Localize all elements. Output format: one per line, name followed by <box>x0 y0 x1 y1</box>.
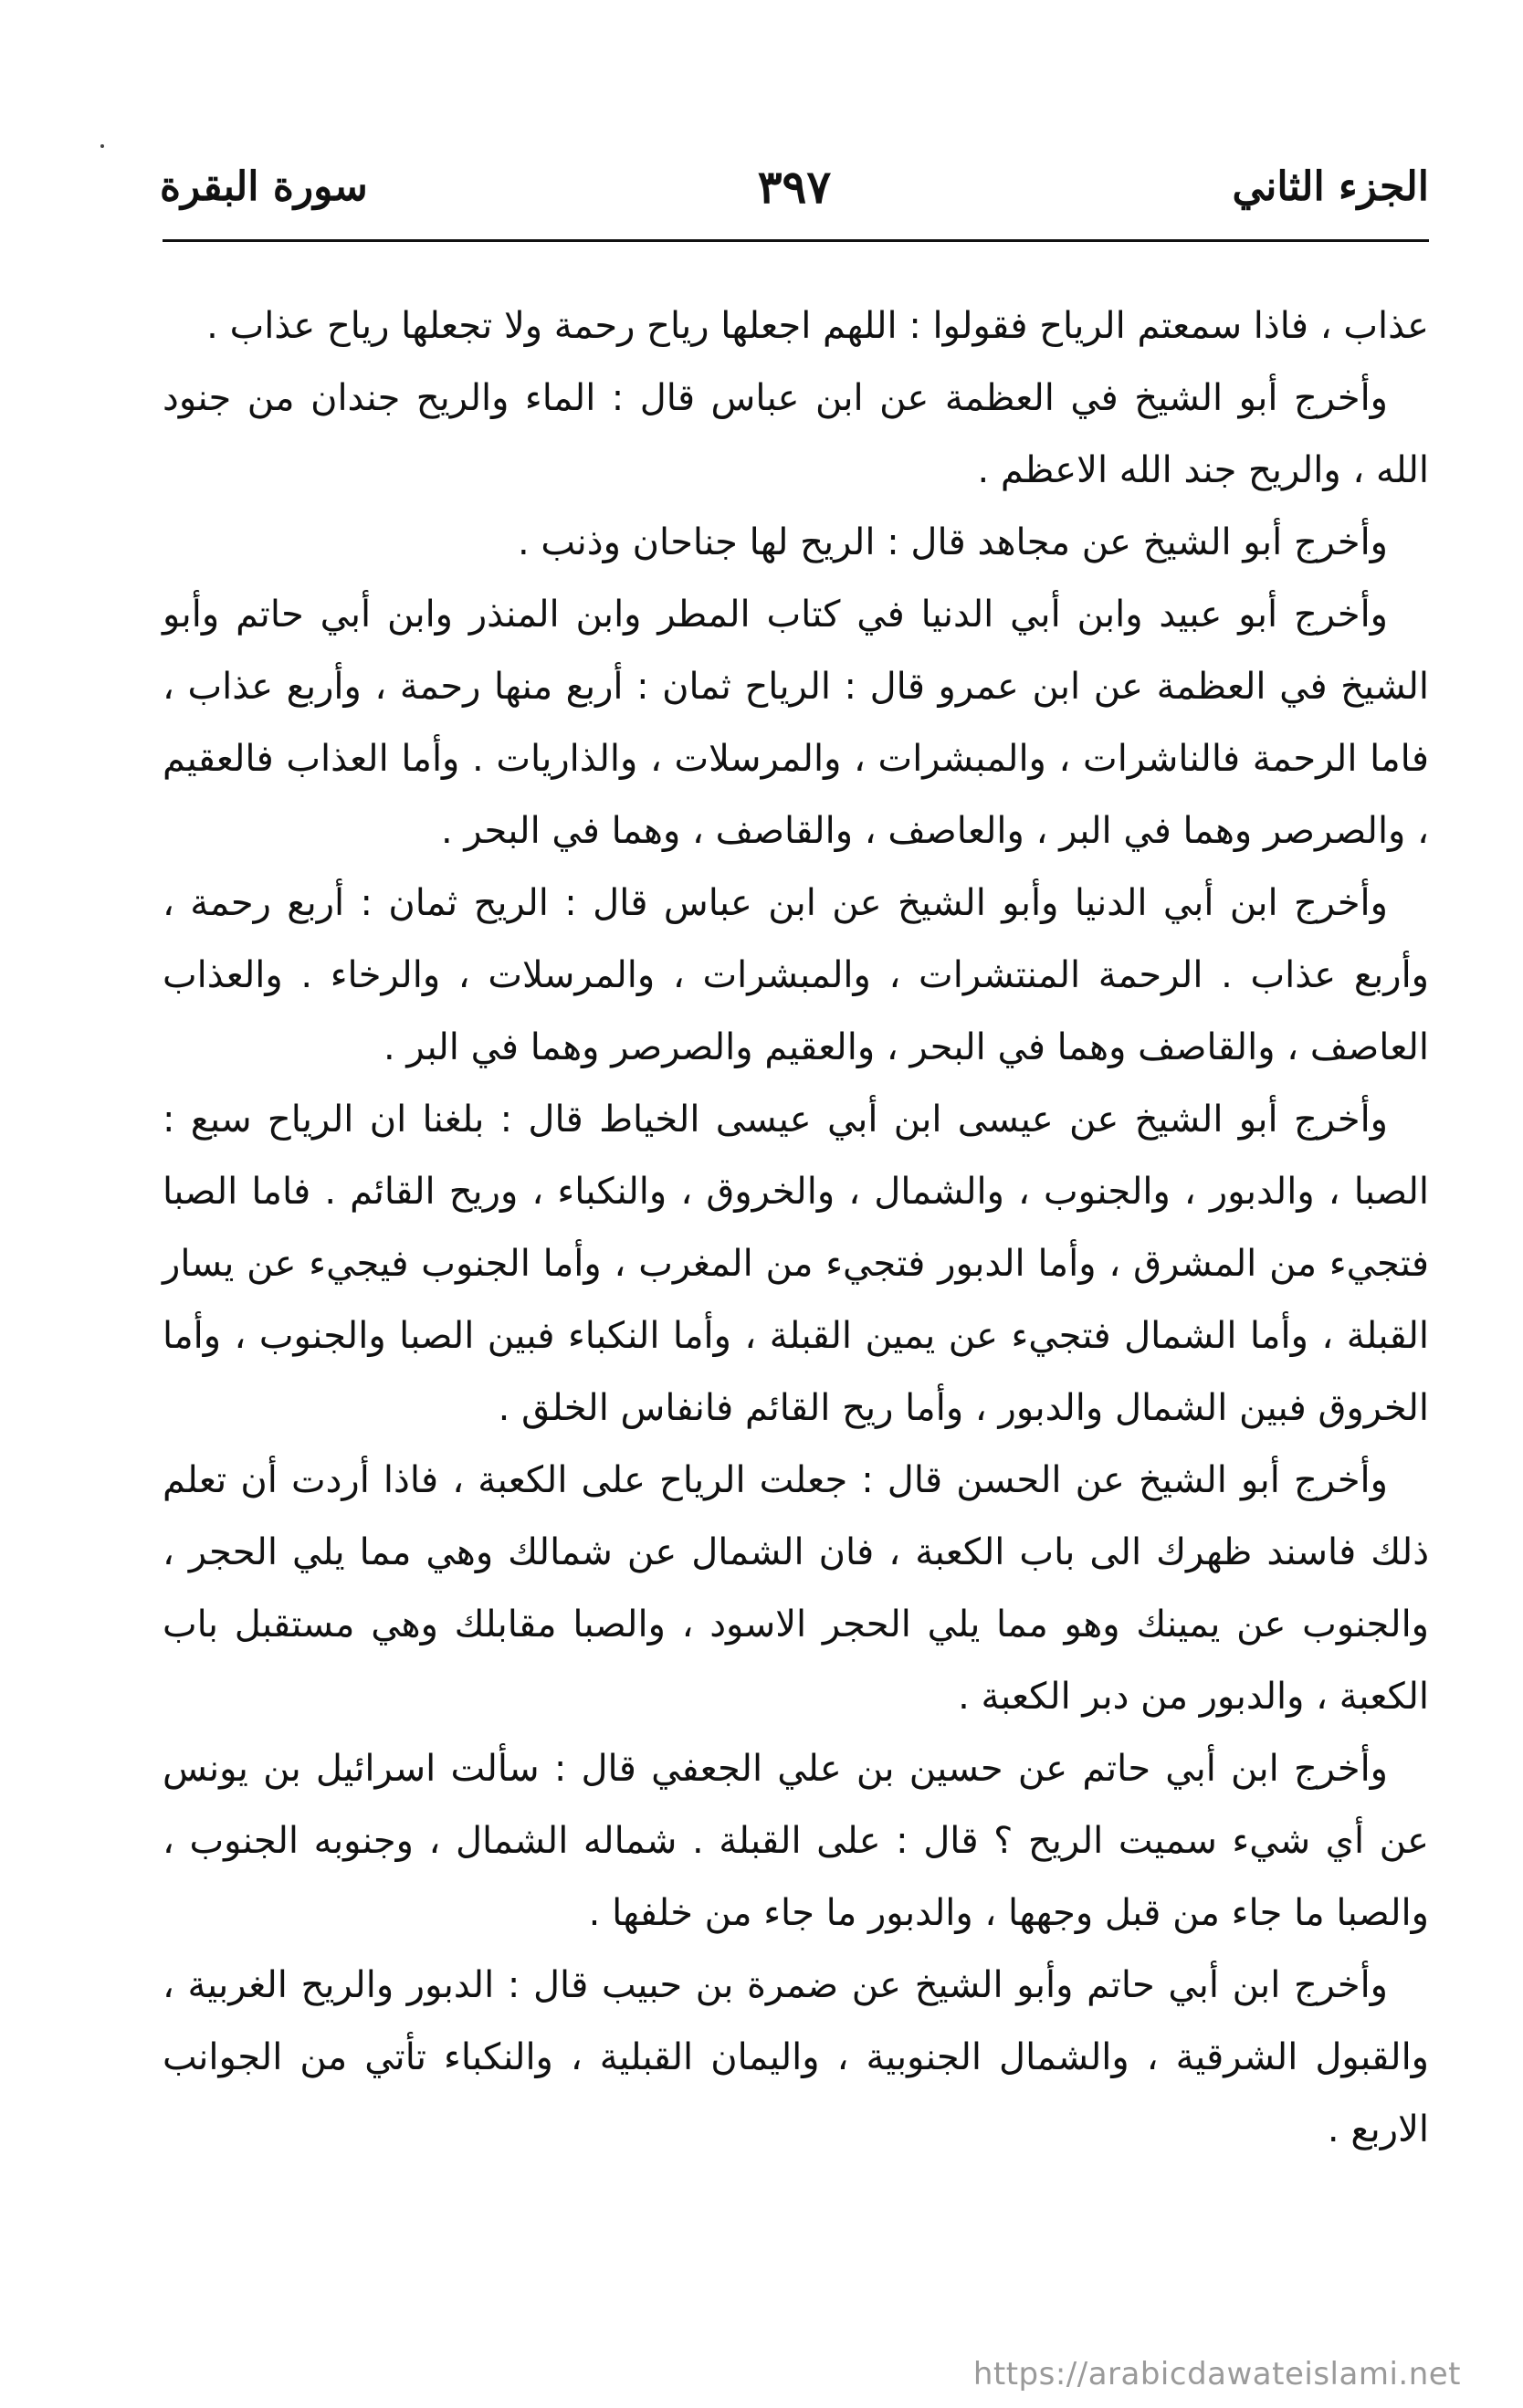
paragraph: وأخرج أبو الشيخ عن مجاهد قال : الريح لها جناحان وذنب . <box>517 521 1388 563</box>
paragraph: وأخرج أبو الشيخ عن الحسن قال : جعلت الرياح على الكعبة ، فاذا أردت أن تعلم ذلك فاسند ظهرك الى باب الكعبة ، فان الشمال عن شمالك وهي مما يلي الحجر ، والجنوب عن يمينك وهو مما يلي الحجر الاسود ، والصبا مقابلك وهي مستقبل باب الكعبة ، والدبور من دبر الكعبة . <box>163 1459 1429 1718</box>
juz-label: الجزء الثاني <box>1232 163 1429 210</box>
surah-label: سورة البقرة <box>160 163 368 210</box>
paragraph-continuation: عذاب ، فاذا سمعتم الرياح فقولوا : اللهم اجعلها رياح رحمة ولا تجعلها رياح عذاب . <box>206 305 1429 347</box>
paragraph: وأخرج ابن أبي الدنيا وأبو الشيخ عن ابن عباس قال : الريح ثمان : أربع رحمة ، وأربع عذاب . الرحمة المنتشرات ، والمبشرات ، والمرسلات ، والرخاء . والعذاب العاصف ، والقاصف وهما في البحر ، والعقيم والصرصر وهما في البر . <box>163 882 1429 1068</box>
header-divider <box>163 239 1429 242</box>
source-watermark: https://arabicdawateislami.net <box>972 2356 1461 2392</box>
scan-speck <box>100 144 104 148</box>
running-header <box>160 160 1429 215</box>
paragraph: وأخرج أبو الشيخ عن عيسى ابن أبي عيسى الخياط قال : بلغنا ان الرياح سبع : الصبا ، والدبور ، والجنوب ، والشمال ، والخروق ، والنكباء ، وريح القائم . فاما الصبا فتجيء من المشرق ، وأما الدبور فتجيء من المغرب ، وأما الجنوب فيجيء عن يسار القبلة ، وأما الشمال فتجيء عن يمين القبلة ، وأما النكباء فبين الصبا والجنوب ، وأما الخروق فبين الشمال والدبور ، وأما ريح القائم فانفاس الخلق . <box>163 1099 1429 1429</box>
page-number: ٣٩٧ <box>757 160 832 214</box>
paragraph: وأخرج ابن أبي حاتم وأبو الشيخ عن ضمرة بن حبيب قال : الدبور والريح الغربية ، والقبول الشرقية ، والشمال الجنوبية ، واليمان القبلية ، والنكباء تأتي من الجوانب الاربع . <box>163 1964 1429 2150</box>
paragraph: وأخرج أبو عبيد وابن أبي الدنيا في كتاب المطر وابن المنذر وابن أبي حاتم وأبو الشيخ في العظمة عن ابن عمرو قال : الرياح ثمان : أربع منها رحمة ، وأربع عذاب ، فاما الرحمة فالناشرات ، والمبشرات ، والمرسلات ، والذاريات . وأما العذاب فالعقيم ، والصرصر وهما في البر ، والعاصف ، والقاصف ، وهما في البحر . <box>163 594 1429 852</box>
paragraph: وأخرج ابن أبي حاتم عن حسين بن علي الجعفي قال : سألت اسرائيل بن يونس عن أي شيء سميت الريح ؟ قال : على القبلة . شماله الشمال ، وجنوبه الجنوب ، والصبا ما جاء من قبل وجهها ، والدبور ما جاء من خلفها . <box>163 1748 1429 1934</box>
main-text <box>163 290 1429 2166</box>
paragraph: وأخرج أبو الشيخ في العظمة عن ابن عباس قال : الماء والريح جندان من جنود الله ، والريح جند الله الاعظم . <box>163 377 1429 491</box>
